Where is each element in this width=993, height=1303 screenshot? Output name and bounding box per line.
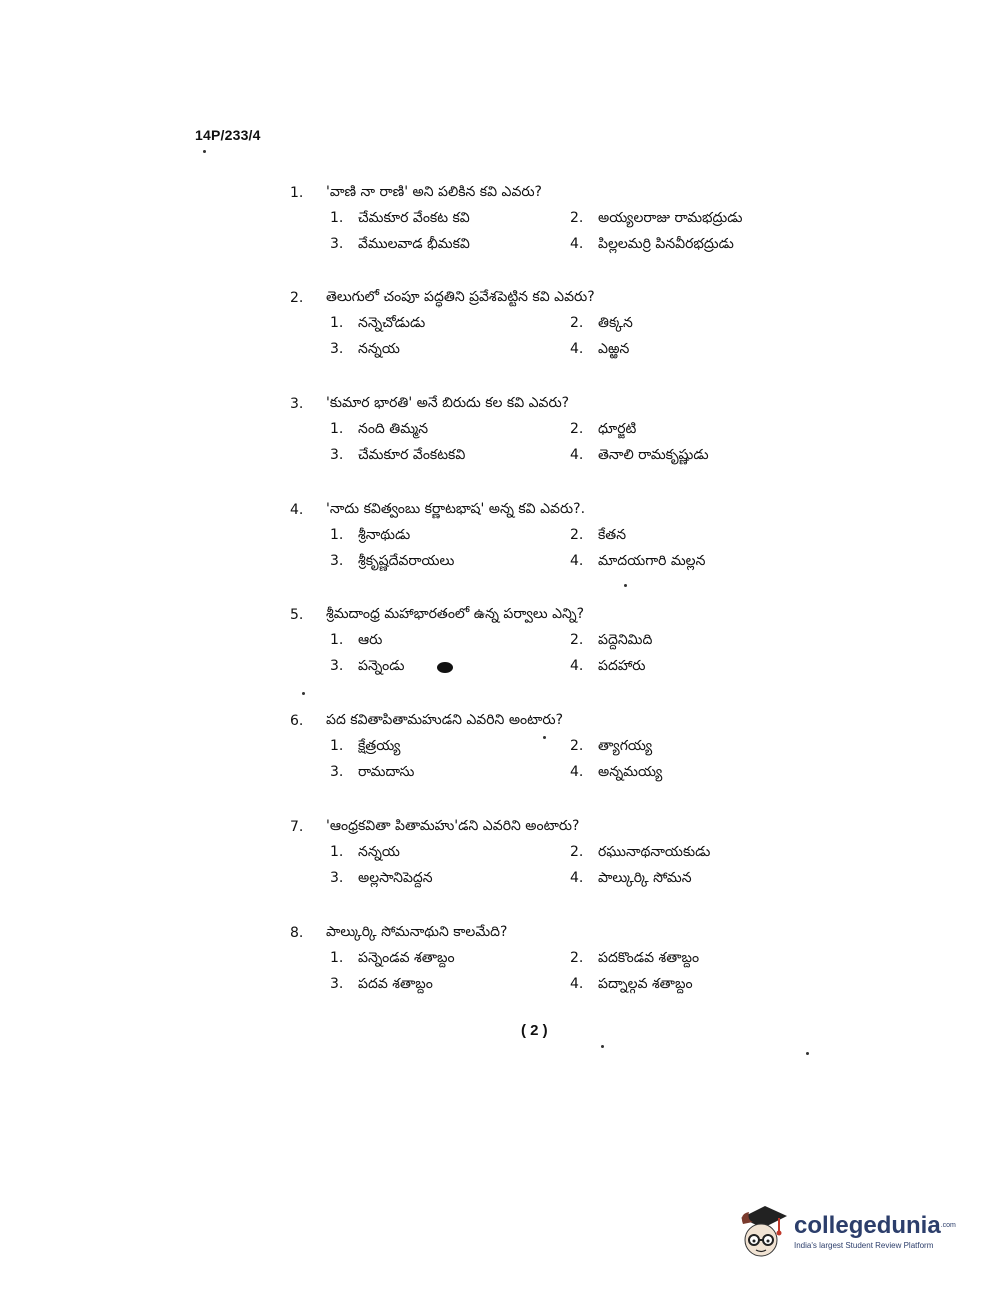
- option: [570, 870, 810, 889]
- ink-blot: [437, 662, 453, 673]
- option: [330, 950, 570, 969]
- option-number: 2.: [570, 314, 584, 331]
- option: [570, 950, 810, 969]
- question-text: పద కవితాపితామహుడని ఎవరిని అంటారు?: [326, 711, 564, 728]
- option: [330, 210, 570, 229]
- option-text: చేమకూర వేంకటకవి: [358, 446, 466, 463]
- option: [330, 315, 570, 334]
- option-number: 3.: [330, 235, 344, 252]
- option: [570, 553, 810, 572]
- option: [330, 421, 570, 440]
- question-text: 'నాదు కవిత్వంబు కర్ణాటభాష' అన్న కవి ఎవరు?.: [326, 500, 586, 517]
- option: [570, 764, 810, 783]
- brand-suffix: .com: [940, 1221, 956, 1229]
- option: [570, 844, 810, 863]
- option-number: 4.: [570, 763, 584, 780]
- option-number: 2.: [570, 631, 584, 648]
- watermark-logo: [735, 1196, 965, 1266]
- question-text: శ్రీమదాంధ్ర మహాభారతంలో ఉన్న పర్వాలు ఎన్ని?: [326, 605, 585, 622]
- question: [290, 391, 810, 469]
- speck: [624, 584, 627, 587]
- option-number: 3.: [330, 340, 344, 357]
- option-text: పదవ శతాబ్దం: [358, 975, 433, 992]
- paper-code: 14P/233/4: [195, 127, 261, 143]
- option: [330, 553, 570, 572]
- question-text: 'కుమార భారతి' అనే బిరుదు కల కవి ఎవరు?: [326, 394, 570, 411]
- question: [290, 180, 810, 258]
- option-text: మాదయగారి మల్లన: [598, 552, 706, 569]
- option-text: తెనాలి రామకృష్ణుడు: [598, 446, 709, 463]
- option-number: 3.: [330, 657, 344, 674]
- option: [330, 527, 570, 546]
- option-number: 3.: [330, 975, 344, 992]
- question-number: 4.: [290, 502, 304, 518]
- question: [290, 602, 810, 680]
- option: [570, 976, 810, 995]
- option-number: 1.: [330, 420, 344, 437]
- option-text: క్షేత్రయ్య: [358, 737, 401, 754]
- option-text: నంది తిమ్మన: [358, 420, 429, 437]
- question-text: పాల్కుర్కి సోమనాథుని కాలమేది?: [326, 923, 508, 940]
- page-number: ( 2 ): [521, 1022, 548, 1039]
- speck: [806, 1052, 809, 1055]
- option-number: 4.: [570, 657, 584, 674]
- option-text: చేమకూర వేంకట కవి: [358, 209, 470, 226]
- option: [330, 341, 570, 360]
- question-number: 6.: [290, 713, 304, 729]
- option-number: 2.: [570, 209, 584, 226]
- question-text: తెలుగులో చంపూ పద్ధతిని ప్రవేశపెట్టిన కవి ఎవరు?: [326, 288, 595, 305]
- option: [330, 447, 570, 466]
- option-number: 1.: [330, 949, 344, 966]
- option: [570, 236, 810, 255]
- option-text: పన్నెండు: [358, 657, 405, 674]
- option-text: నన్నెచోడుడు: [358, 314, 426, 331]
- option: [570, 632, 810, 651]
- option-text: శ్రీనాథుడు: [358, 526, 411, 543]
- question-number: 3.: [290, 396, 304, 412]
- option-text: పాల్కుర్కి సోమన: [598, 869, 692, 886]
- question-text: 'ఆంధ్రకవితా పితామహు'డని ఎవరిని అంటారు?: [326, 817, 580, 834]
- option-text: రామదాసు: [358, 763, 415, 780]
- option: [570, 315, 810, 334]
- question-number: 7.: [290, 819, 304, 835]
- option-number: 1.: [330, 314, 344, 331]
- option-number: 2.: [570, 843, 584, 860]
- option-text: పన్నెండవ శతాబ్దం: [358, 949, 455, 966]
- option-number: 4.: [570, 552, 584, 569]
- speck: [203, 150, 206, 153]
- question: [290, 920, 810, 998]
- brand-tagline: India's largest Student Review Platform: [794, 1240, 934, 1250]
- option: [330, 844, 570, 863]
- option-number: 1.: [330, 737, 344, 754]
- option: [330, 870, 570, 889]
- option-number: 2.: [570, 949, 584, 966]
- option-text: త్యాగయ్య: [598, 737, 653, 754]
- option-number: 4.: [570, 869, 584, 886]
- option-number: 4.: [570, 340, 584, 357]
- option: [330, 236, 570, 255]
- option-number: 3.: [330, 763, 344, 780]
- question-number: 5.: [290, 607, 304, 623]
- speck: [302, 692, 305, 695]
- option: [570, 421, 810, 440]
- option-text: ఎఱ్ఱన: [598, 340, 630, 357]
- option-text: రఘునాథనాయకుడు: [598, 843, 711, 860]
- question-number: 2.: [290, 290, 304, 306]
- option: [570, 738, 810, 757]
- option-text: పద్నాల్గవ శతాబ్దం: [598, 975, 693, 992]
- option-number: 2.: [570, 420, 584, 437]
- option-number: 4.: [570, 235, 584, 252]
- speck: [601, 1045, 604, 1048]
- question-number: 1.: [290, 185, 304, 201]
- option-text: పదకొండవ శతాబ్దం: [598, 949, 700, 966]
- option-text: నన్నయ: [358, 340, 400, 357]
- option: [570, 210, 810, 229]
- option-text: ఆరు: [358, 631, 383, 648]
- option-text: పిల్లలమర్రి పినవీరభద్రుడు: [598, 235, 734, 252]
- option-text: ధూర్జటి: [598, 420, 637, 437]
- option-number: 2.: [570, 737, 584, 754]
- option-number: 1.: [330, 843, 344, 860]
- option-text: తిక్కన: [598, 314, 633, 331]
- option: [570, 658, 810, 677]
- option: [330, 738, 570, 757]
- option-text: అల్లసానిపెద్దన: [358, 869, 433, 886]
- option-text: కేతన: [598, 526, 627, 543]
- option-text: అన్నమయ్య: [598, 763, 663, 780]
- option-text: అయ్యలరాజు రామభద్రుడు: [598, 209, 743, 226]
- option-number: 1.: [330, 631, 344, 648]
- option-text: పదహారు: [598, 657, 646, 674]
- option: [330, 976, 570, 995]
- option-text: వేములవాడ భీమకవి: [358, 235, 470, 252]
- option: [330, 632, 570, 651]
- option-number: 1.: [330, 209, 344, 226]
- speck: [543, 736, 546, 739]
- brand-name: collegedunia: [794, 1211, 941, 1239]
- question-text: 'వాణి నా రాణి' అని పలికిన కవి ఎవరు?: [326, 183, 542, 200]
- option-number: 3.: [330, 552, 344, 569]
- student-mascot-icon: [735, 1200, 790, 1262]
- option: [570, 341, 810, 360]
- question: [290, 285, 810, 363]
- option-number: 1.: [330, 526, 344, 543]
- option: [570, 447, 810, 466]
- option-number: 3.: [330, 869, 344, 886]
- question-number: 8.: [290, 925, 304, 941]
- option-text: పద్దెనిమిది: [598, 631, 653, 648]
- option-number: 3.: [330, 446, 344, 463]
- option-number: 4.: [570, 446, 584, 463]
- question: [290, 814, 810, 892]
- option-text: శ్రీకృష్ణదేవరాయలు: [358, 552, 455, 569]
- option-number: 2.: [570, 526, 584, 543]
- option-number: 4.: [570, 975, 584, 992]
- option: [330, 764, 570, 783]
- question: [290, 497, 810, 575]
- option: [570, 527, 810, 546]
- option-text: నన్నయ: [358, 843, 400, 860]
- question: [290, 708, 810, 786]
